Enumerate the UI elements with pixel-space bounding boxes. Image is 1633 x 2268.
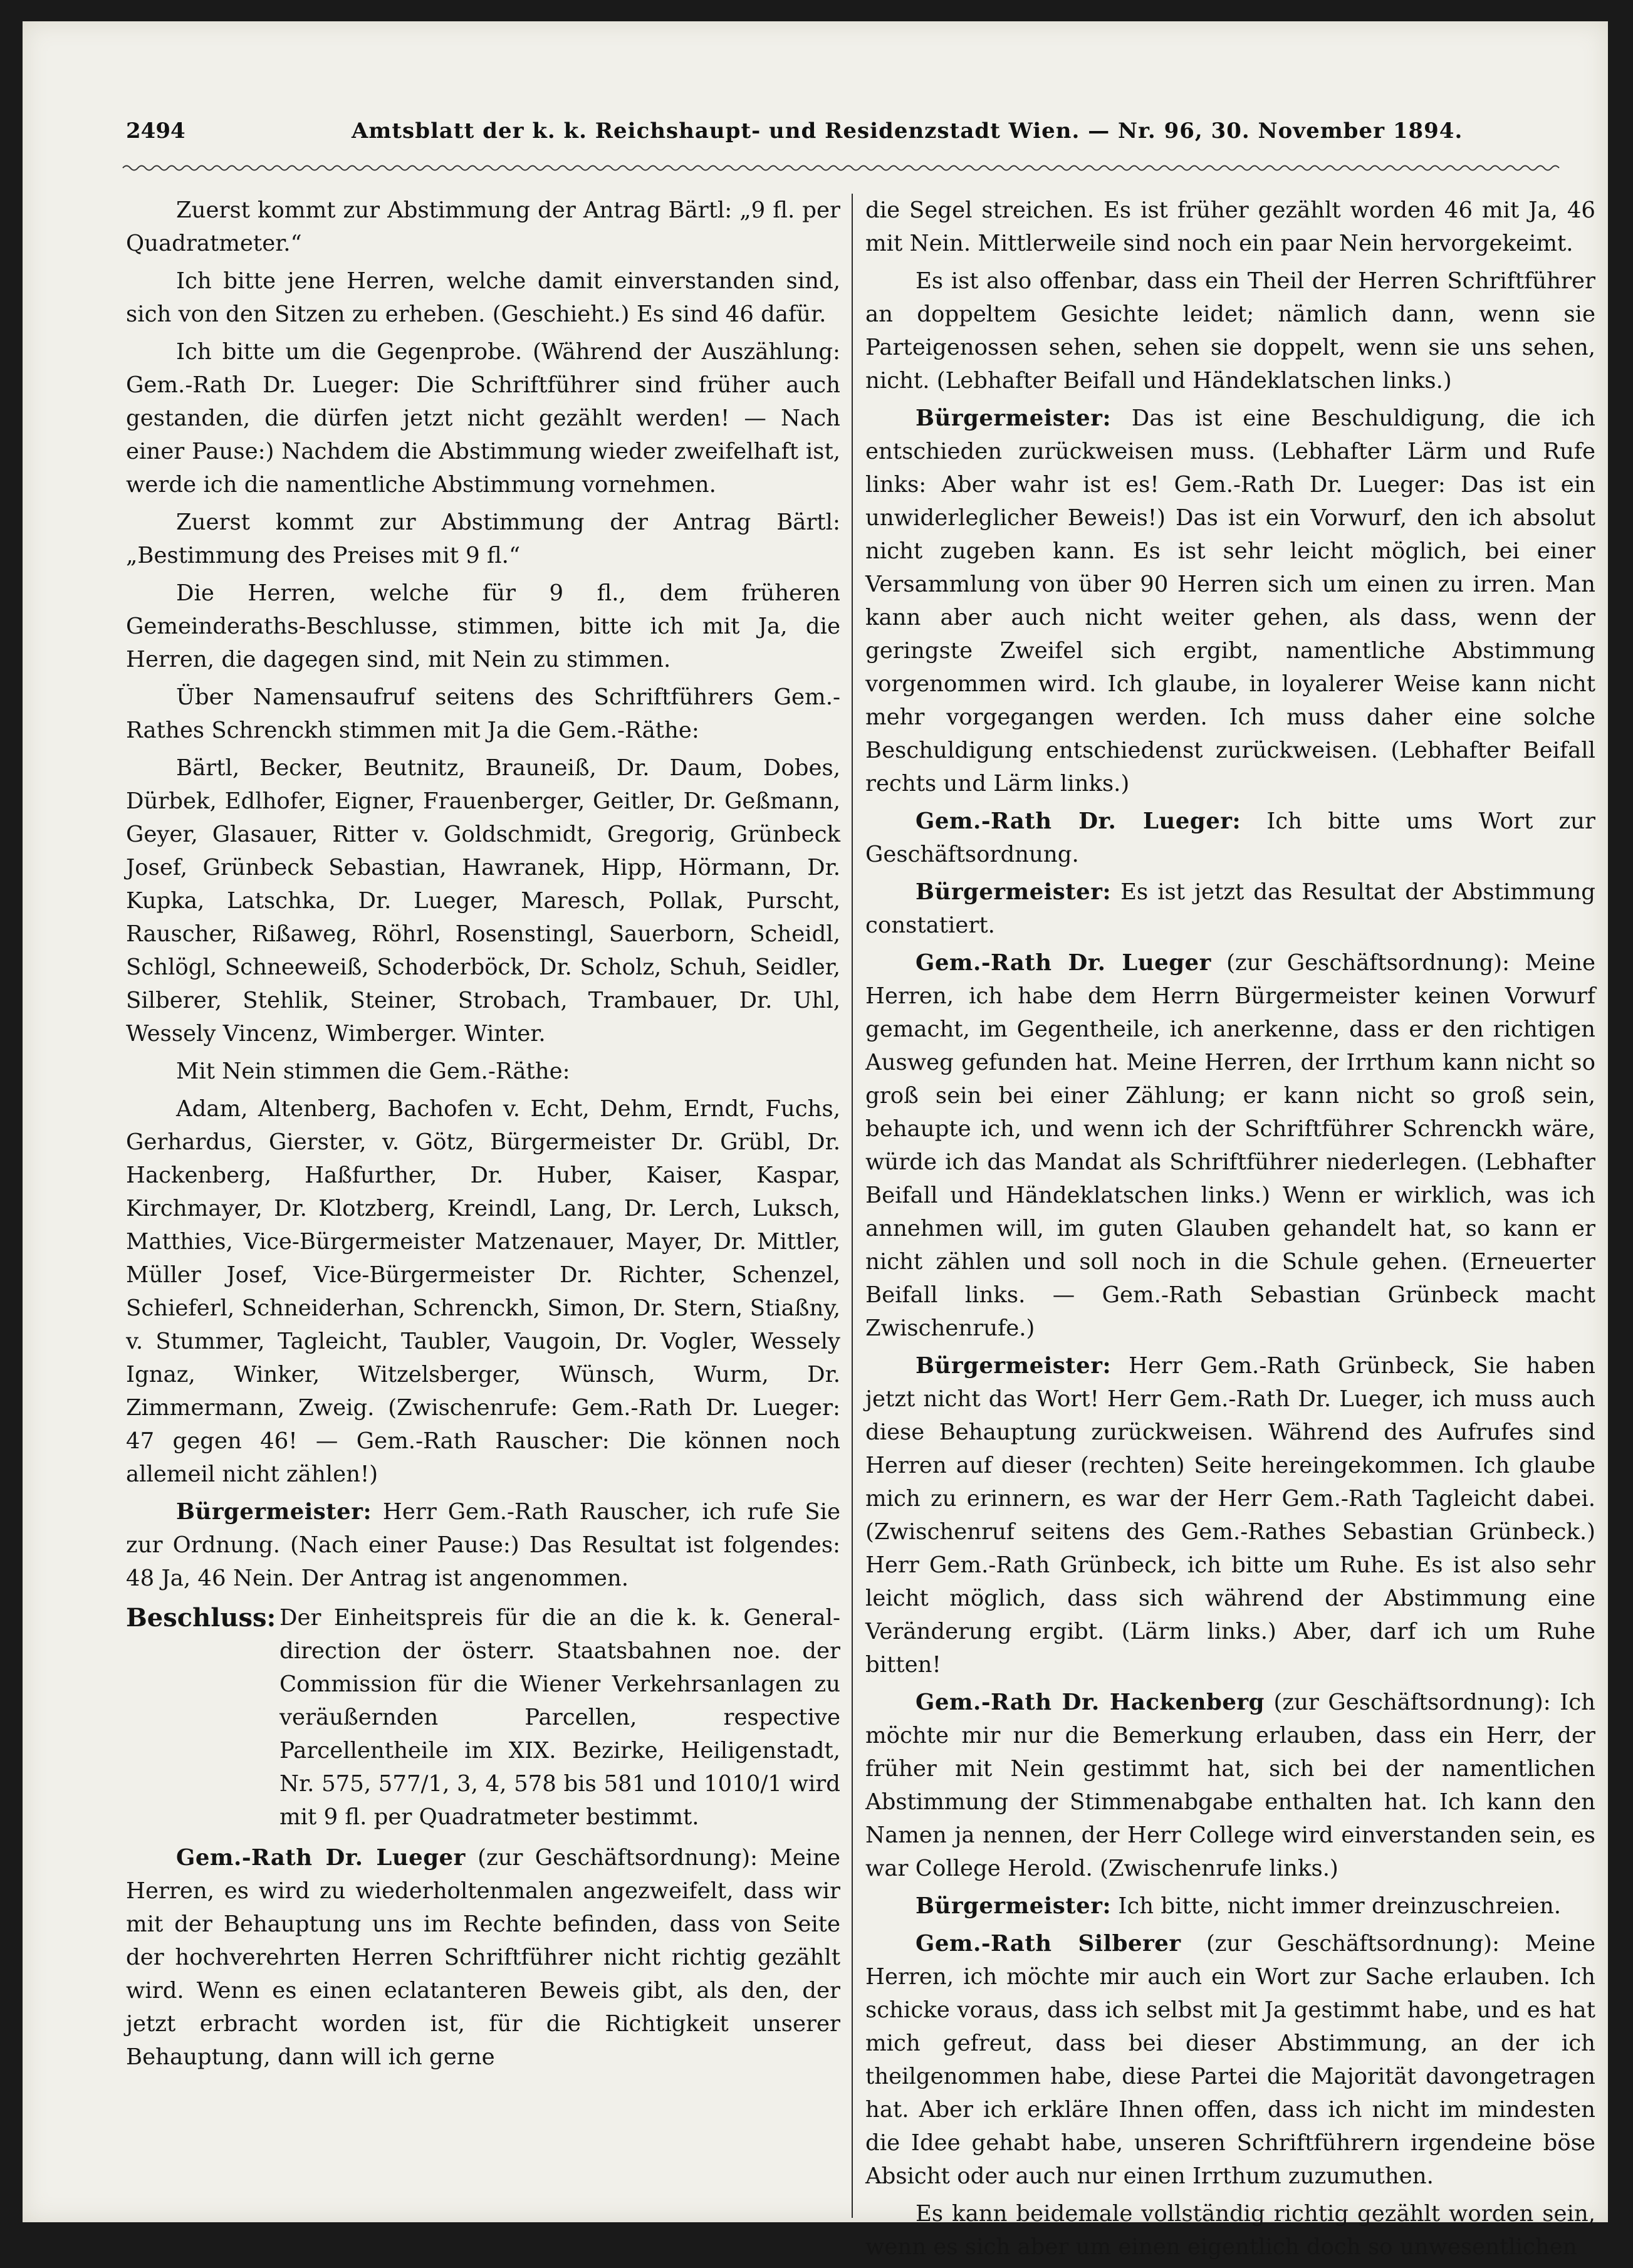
speech-paragraph <box>865 1686 1595 1885</box>
speech-text: Ich bitte ums Wort zur Geschäftsordnung. <box>865 808 1595 867</box>
speech-text: Herr Gem.-Rath Rauscher, ich rufe Sie zur Ordnung. (Nach einer Pause:) Das Resultat ist folgendes: 48 Ja, 46 Nein. Der Antrag ist angenommen. <box>126 1499 840 1591</box>
paragraph: Zuerst kommt zur Abstimmung der Antrag Bärtl: „Bestimmung des Preises mit 9 fl.“ <box>126 510 840 568</box>
speech-paragraph <box>865 402 1595 800</box>
page-header <box>126 118 1533 150</box>
speech-text: Ich bitte, nicht immer dreinzuschreien. <box>1118 1893 1561 1919</box>
speaker-name: Bürgermeister: <box>916 879 1112 905</box>
decorative-rule <box>123 162 1564 174</box>
resolution-label: Beschluss: <box>126 1603 276 1633</box>
right-column <box>865 194 1595 2268</box>
speaker-name: Bürgermeister: <box>916 1353 1112 1379</box>
left-column <box>126 194 840 2078</box>
paragraph: Es ist also offenbar, dass ein Theil der Herren Schriftführer an doppeltem Gesichte leidet; nämlich dann, wenn sie Parteigenossen sehen, sehen sie doppelt, wenn sie uns sehen, nicht. (Lebhafter Beifall und Händeklatschen links.) <box>865 268 1595 394</box>
speaker-name: Bürgermeister: <box>916 405 1112 431</box>
speech-paragraph <box>865 946 1595 1345</box>
speech-paragraph <box>865 805 1595 871</box>
paragraph: Ich bitte jene Herren, welche damit einverstanden sind, sich von den Sitzen zu erheben. (Geschieht.) Es sind 46 dafür. <box>126 268 840 327</box>
speech-text: Das ist eine Beschuldigung, die ich entschieden zurückweisen muss. (Lebhafter Lärm und Rufe links: Aber wahr ist es! Gem.-Rath Dr. Lueger: Das ist ein unwiderleglicher Beweis!) Das ist ein Vorwurf, den ich absolut nicht zugeben kann. Es ist sehr leicht möglich, bei einer Versammlung von über 90 Herren sich um einen zu irren. Man kann aber auch nicht weiter gehen, als dass, wenn der geringste Zweifel sich ergibt, namentliche Abstimmung vorgenommen wird. Ich glaube, in loyalerer Weise kann nicht mehr vorgegangen werden. Ich muss daher eine solche Beschuldigung entschiedenst zurückweisen. (Lebhafter Beifall rechts und Lärm links.) <box>865 405 1595 797</box>
paragraph: die Segel streichen. Es ist früher gezählt worden 46 mit Ja, 46 mit Nein. Mittlerweile sind noch ein paar Nein hervorgekeimt. <box>865 197 1595 256</box>
paragraph: Die Herren, welche für 9 fl., dem früheren Gemeinderaths-Beschlusse, stimmen, bitte ich mit Ja, die Herren, die dagegen sind, mit Nein zu stimmen. <box>126 580 840 672</box>
column-divider <box>852 194 853 2218</box>
speaker-name: Gem.-Rath Dr. Lueger <box>176 1845 466 1871</box>
document-page <box>23 21 1608 2260</box>
speech-text: (zur Geschäftsordnung): Ich möchte mir nur die Bemerkung erlauben, dass ein Herr, der früher mit Nein gestimmt hat, sich bei der namentlichen Abstimmung der Stimmenabgabe enthalten hat. Ich kann den Namen ja nennen, der Herr College wird einverstanden sein, es war College Herold. (Zwischenrufe links.) <box>865 1690 1595 1881</box>
resolution-text: Der Einheitspreis für die an die k. k. General-direction der österr. Staatsbahnen noe. der Commission für die Wiener Verkehrsanlagen zu veräußernden Parcellen, respective Parcellentheile im XIX. Bezirke, Heiligenstadt, Nr. 575, 577/1, 3, 4, 578 bis 581 und 1010/1 wird mit 9 fl. per Quadratmeter bestimmt. <box>279 1605 840 1830</box>
speaker-name: Bürgermeister: <box>176 1499 372 1525</box>
speaker-name: Gem.-Rath Dr. Lueger: <box>916 808 1241 834</box>
speech-paragraph <box>865 1349 1595 1681</box>
speech-text: Es ist jetzt das Resultat der Abstimmung constatiert. <box>865 879 1595 938</box>
speech-text: Herr Gem.-Rath Grünbeck, Sie haben jetzt nicht das Wort! Herr Gem.-Rath Dr. Lueger, ich muss auch diese Behauptung zurückweisen. Während des Aufrufes sind Herren auf dieser (rechten) Seite hereingekommen. Ich glaube mich zu erinnern, es war der Herr Gem.-Rath Tagleicht dabei. (Zwischenruf seitens des Gem.-Rathes Sebastian Grünbeck.) Herr Gem.-Rath Grünbeck, ich bitte um Ruhe. Es ist also sehr leicht möglich, dass sich während der Abstimmung eine Veränderung ergibt. (Lärm links.) Aber, darf ich um Ruhe bitten! <box>865 1353 1595 1678</box>
speaker-name: Bürgermeister: <box>916 1893 1112 1919</box>
vote-list-yes: Bärtl, Becker, Beutnitz, Brauneiß, Dr. Daum, Dobes, Dürbek, Edlhofer, Eigner, Frauenberger, Geitler, Dr. Geßmann, Geyer, Glasauer, Ritter v. Goldschmidt, Gregorig, Grünbeck Josef, Grünbeck Sebastian, Hawranek, Hipp, Hörmann, Dr. Kupka, Latschka, Dr. Lueger, Maresch, Pollak, Purscht, Rauscher, Rißaweg, Röhrl, Rosenstingl, Sauerborn, Scheidl, Schlögl, Schneeweiß, Schoderböck, Dr. Scholz, Schuh, Seidler, Silberer, Stehlik, Steiner, Strobach, Trambauer, Dr. Uhl, Wessely Vincenz, Wimberger. Winter. <box>126 755 840 1047</box>
speech-paragraph <box>865 875 1595 942</box>
speech-paragraph <box>126 1495 840 1595</box>
vote-list-no: Adam, Altenberg, Bachofen v. Echt, Dehm, Erndt, Fuchs, Gerhardus, Gierster, v. Götz, Bürgermeister Dr. Grübl, Dr. Hackenberg, Haßfurther, Dr. Huber, Kaiser, Kaspar, Kirchmayer, Dr. Klotzberg, Kreindl, Lang, Dr. Lerch, Luksch, Matthies, Vice-Bürgermeister Matzenauer, Mayer, Dr. Mittler, Müller Josef, Vice-Bürgermeister Dr. Richter, Schenzel, Schieferl, Schneiderhan, Schrenckh, Simon, Dr. Stern, Stiaßny, v. Stummer, Tagleicht, Taubler, Vaugoin, Dr. Vogler, Wessely Ignaz, Winker, Witzelsberger, Wünsch, Wurm, Dr. Zimmermann, Zweig. (Zwischenrufe: Gem.-Rath Dr. Lueger: 47 gegen 46! — Gem.-Rath Rauscher: Die können noch allemeil nicht zählen!) <box>126 1096 840 1487</box>
resolution-block <box>126 1601 840 1834</box>
speaker-name: Gem.-Rath Dr. Lueger <box>916 950 1211 976</box>
speech-text: (zur Geschäftsordnung): Meine Herren, ich möchte mir auch ein Wort zur Sache erlauben. Ich schicke voraus, dass ich selbst mit Ja gestimmt habe, und es hat mich gefreut, dass bei dieser Abstimmung, an der ich theilgenommen habe, diese Partei die Majorität davongetragen hat. Aber ich erkläre Ihnen offen, dass ich nicht im mindesten die Idee gehabt habe, unseren Schriftführern irgendeine böse Absicht oder auch nur einen Irrthum zuzumuthen. <box>865 1931 1595 2189</box>
paragraph: Zuerst kommt zur Abstimmung der Antrag Bärtl: „9 fl. per Quadratmeter.“ <box>126 197 840 256</box>
paragraph: Es kann beidemale vollständig richtig gezählt worden sein, wenn es sich aber um einen eigentlich doch so unwesentlichen <box>865 2201 1595 2260</box>
paragraph: Mit Nein stimmen die Gem.-Räthe: <box>176 1058 570 1084</box>
speech-text: (zur Geschäftsordnung): Meine Herren, es wird zu wiederholtenmalen angezweifelt, dass wir mit der Behauptung uns im Rechte befinden, dass von Seite der hochverehrten Herren Schriftführer nicht richtig gezählt wird. Wenn es einen eclatanteren Beweis gibt, als den, der jetzt erbracht worden ist, für die Richtigkeit unserer Behauptung, dann will ich gerne <box>126 1845 840 2070</box>
speaker-name: Gem.-Rath Silberer <box>916 1931 1181 1957</box>
speech-text: (zur Geschäftsordnung): Meine Herren, ich habe dem Herrn Bürgermeister keinen Vorwurf gemacht, im Gegentheile, ich anerkenne, dass er den richtigen Ausweg gefunden hat. Meine Herren, der Irrthum kann nicht so groß sein bei einer Zählung; er kann nicht so groß sein, behaupte ich, und wenn ich der Schriftführer Schrenckh wäre, würde ich das Mandat als Schriftführer niederlegen. (Lebhafter Beifall und Händeklatschen links.) Wenn er wirklich, was ich annehmen will, im guten Glauben gehandelt hat, so kann er nicht zählen und soll noch in die Schule gehen. (Erneuerter Beifall links. — Gem.-Rath Sebastian Grünbeck macht Zwischenrufe.) <box>865 950 1595 1341</box>
speech-paragraph <box>865 1927 1595 2193</box>
speaker-name: Gem.-Rath Dr. Hackenberg <box>916 1690 1265 1715</box>
speech-paragraph <box>126 1841 840 2074</box>
running-title: Amtsblatt der k. k. Reichshaupt- und Residenzstadt Wien. — Nr. 96, 30. November 1894. <box>352 118 1463 144</box>
speech-paragraph <box>865 1889 1595 1923</box>
paragraph: Über Namensaufruf seitens des Schriftführers Gem.-Rathes Schrenckh stimmen mit Ja die Gem.-Räthe: <box>126 684 840 743</box>
page-number: 2494 <box>126 118 185 144</box>
paragraph: Ich bitte um die Gegenprobe. (Während der Auszählung: Gem.-Rath Dr. Lueger: Die Schriftführer sind früher auch gestanden, die dürfen jetzt nicht gezählt werden! — Nach einer Pause:) Nachdem die Abstimmung wieder zweifelhaft ist, werde ich die namentliche Abstimmung vornehmen. <box>126 339 840 498</box>
